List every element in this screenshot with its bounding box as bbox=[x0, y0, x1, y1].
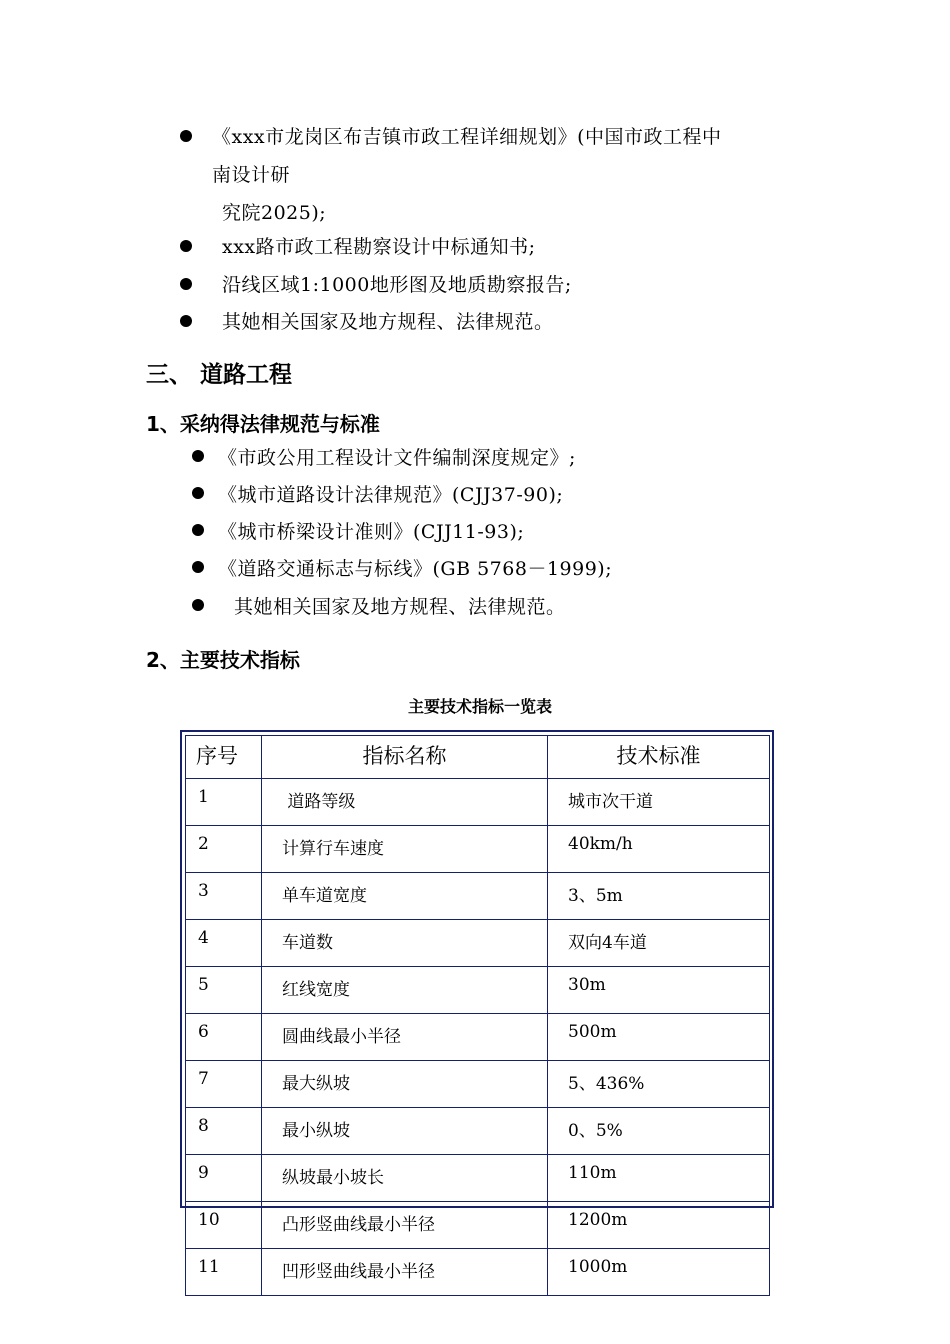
row-indicator-name-cell: 道路等级 bbox=[262, 779, 548, 826]
row-index-cell: 9 bbox=[186, 1155, 262, 1202]
ref-item-2: xxx路市政工程勘察设计中标通知书; bbox=[222, 236, 536, 258]
row-indicator-name-cell: 最小纵坡 bbox=[262, 1108, 548, 1155]
table-row bbox=[186, 826, 770, 873]
row-standard-cell: 500m bbox=[548, 1014, 770, 1061]
row-standard-cell: 1000m bbox=[548, 1249, 770, 1296]
section-heading-road-engineering: 三、 道路工程 bbox=[146, 362, 293, 388]
bullet-icon bbox=[192, 487, 204, 499]
row-index-cell: 7 bbox=[186, 1061, 262, 1108]
row-indicator-name-cell: 圆曲线最小半径 bbox=[262, 1014, 548, 1061]
standard-item-1: 《市政公用工程设计文件编制深度规定》; bbox=[218, 447, 576, 469]
table-row bbox=[186, 779, 770, 826]
bullet-icon bbox=[180, 278, 192, 290]
standard-item-4: 《道路交通标志与标线》(GB 5768－1999); bbox=[218, 558, 613, 580]
bullet-icon bbox=[192, 561, 204, 573]
row-indicator-name-cell: 最大纵坡 bbox=[262, 1061, 548, 1108]
row-standard-cell: 30m bbox=[548, 967, 770, 1014]
ref-item-3: 沿线区域1:1000地形图及地质勘察报告; bbox=[222, 274, 572, 296]
row-index-cell: 5 bbox=[186, 967, 262, 1014]
table-header-row bbox=[186, 736, 770, 779]
row-standard-cell: 城市次干道 bbox=[548, 779, 770, 826]
subheading-technical-indicators: 2、主要技术指标 bbox=[146, 648, 300, 672]
table-row bbox=[186, 873, 770, 920]
header-cell-index: 序号 bbox=[186, 736, 262, 779]
table-row bbox=[186, 1108, 770, 1155]
bullet-icon bbox=[180, 240, 192, 252]
bullet-icon bbox=[180, 315, 192, 327]
bullet-icon bbox=[180, 130, 192, 142]
bullet-icon bbox=[192, 524, 204, 536]
row-index-cell: 11 bbox=[186, 1249, 262, 1296]
row-indicator-name-cell: 计算行车速度 bbox=[262, 826, 548, 873]
row-index-cell: 4 bbox=[186, 920, 262, 967]
row-standard-cell: 5、436% bbox=[548, 1061, 770, 1108]
row-standard-cell: 40km/h bbox=[548, 826, 770, 873]
row-index-cell: 10 bbox=[186, 1202, 262, 1249]
technical-indicators-table-frame bbox=[180, 730, 774, 1282]
row-index-cell: 8 bbox=[186, 1108, 262, 1155]
ref-item-1-line-3: 究院2025); bbox=[222, 202, 327, 224]
ref-item-1-line-2: 南设计研 bbox=[212, 164, 291, 186]
row-standard-cell: 0、5% bbox=[548, 1108, 770, 1155]
technical-indicators-table bbox=[185, 735, 770, 1296]
row-index-cell: 2 bbox=[186, 826, 262, 873]
row-standard-cell: 110m bbox=[548, 1155, 770, 1202]
row-indicator-name-cell: 车道数 bbox=[262, 920, 548, 967]
row-indicator-name-cell: 红线宽度 bbox=[262, 967, 548, 1014]
row-index-cell: 1 bbox=[186, 779, 262, 826]
header-cell-standard: 技术标准 bbox=[548, 736, 770, 779]
bullet-icon bbox=[192, 450, 204, 462]
row-indicator-name-cell: 凸形竖曲线最小半径 bbox=[262, 1202, 548, 1249]
subheading-standards: 1、采纳得法律规范与标准 bbox=[146, 412, 380, 436]
header-cell-indicator-name: 指标名称 bbox=[262, 736, 548, 779]
standard-item-3: 《城市桥梁设计准则》(CJJ11-93); bbox=[218, 521, 525, 543]
table-row bbox=[186, 1155, 770, 1202]
row-standard-cell: 双向4车道 bbox=[548, 920, 770, 967]
row-index-cell: 3 bbox=[186, 873, 262, 920]
row-index-cell: 6 bbox=[186, 1014, 262, 1061]
table-row bbox=[186, 967, 770, 1014]
standard-item-5: 其她相关国家及地方规程、法律规范。 bbox=[234, 596, 566, 618]
row-indicator-name-cell: 凹形竖曲线最小半径 bbox=[262, 1249, 548, 1296]
table-row bbox=[186, 1249, 770, 1296]
table-row bbox=[186, 1014, 770, 1061]
standard-item-2: 《城市道路设计法律规范》(CJJ37-90); bbox=[218, 484, 564, 506]
table-caption: 主要技术指标一览表 bbox=[408, 697, 553, 716]
row-indicator-name-cell: 纵坡最小坡长 bbox=[262, 1155, 548, 1202]
table-row bbox=[186, 1061, 770, 1108]
row-standard-cell: 1200m bbox=[548, 1202, 770, 1249]
bullet-icon bbox=[192, 599, 204, 611]
row-standard-cell: 3、5m bbox=[548, 873, 770, 920]
table-row bbox=[186, 920, 770, 967]
ref-item-1-line-1: 《xxx市龙岗区布吉镇市政工程详细规划》(中国市政工程中 bbox=[212, 126, 722, 148]
row-indicator-name-cell: 单车道宽度 bbox=[262, 873, 548, 920]
ref-item-4: 其她相关国家及地方规程、法律规范。 bbox=[222, 311, 554, 333]
table-row bbox=[186, 1202, 770, 1249]
